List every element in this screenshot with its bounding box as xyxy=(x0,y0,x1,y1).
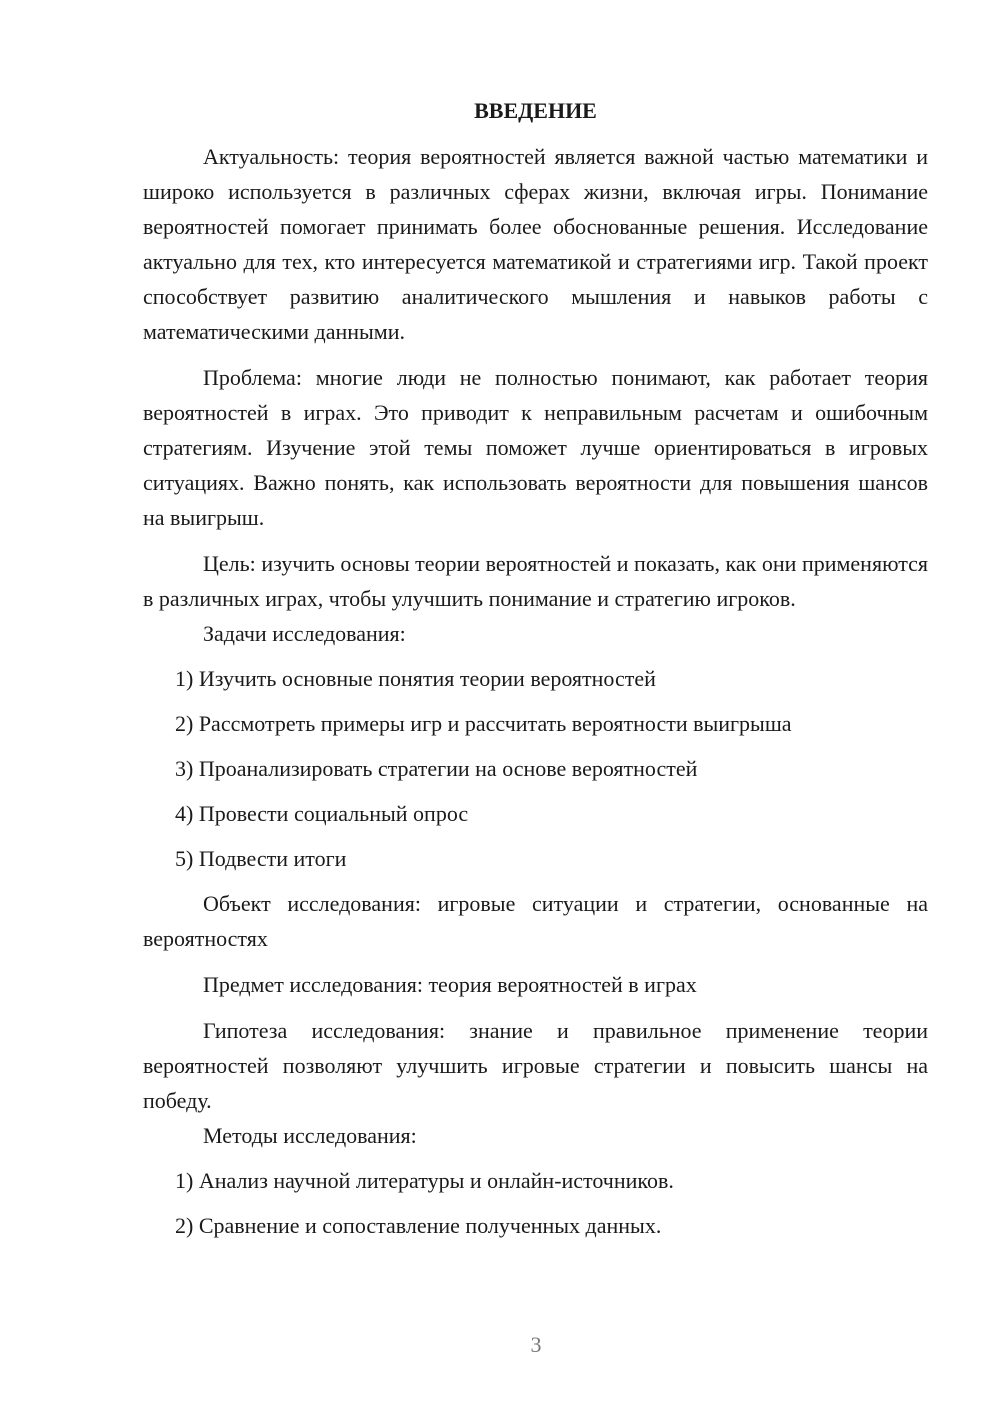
paragraph-subject: Предмет исследования: теория вероятностей в играх xyxy=(203,972,697,997)
list-item: 4) Провести социальный опрос xyxy=(175,801,469,826)
list-item: 2) Рассмотреть примеры игр и рассчитать вероятности выигрыша xyxy=(175,711,792,736)
paragraph-object: Объект исследования: игровые ситуации и стратегии, основанные на вероятностях xyxy=(143,891,928,951)
page-content xyxy=(143,96,928,1243)
tasks-list xyxy=(143,661,928,876)
paragraph-problem: Проблема: многие люди не полностью понимают, как работает теория вероятностей в играх. Это приводит к неправильным расчетам и ошибочным стратегиям. Изучение этой темы поможет лучше ориентироваться в игровых ситуациях. Важно понять, как использовать вероятности для повышения шансов на выигрыш. xyxy=(143,365,928,530)
page-title: ВВЕДЕНИЕ xyxy=(474,98,597,123)
list-item: 1) Анализ научной литературы и онлайн-источников. xyxy=(175,1168,674,1193)
paragraph-hypothesis: Гипотеза исследования: знание и правильное применение теории вероятностей позволяют улучшить игровые стратегии и повысить шансы на победу. xyxy=(143,1018,928,1113)
list-item: 1) Изучить основные понятия теории вероятностей xyxy=(175,666,656,691)
methods-list xyxy=(143,1163,928,1243)
paragraph-relevance: Актуальность: теория вероятностей является важной частью математики и широко используется в различных сферах жизни, включая игры. Понимание вероятностей помогает принимать более обоснованные решения. Исследование актуально для тех, кто интересуется математикой и стратегиями игр. Такой проект способствует развитию аналитического мышления и навыков работы с математическими данными. xyxy=(143,144,928,344)
page-number: 3 xyxy=(530,1332,542,1357)
list-item: 5) Подвести итоги xyxy=(175,846,347,871)
list-item: 3) Проанализировать стратегии на основе вероятностей xyxy=(175,756,698,781)
tasks-label: Задачи исследования: xyxy=(203,621,406,646)
methods-label: Методы исследования: xyxy=(203,1123,417,1148)
list-item: 2) Сравнение и сопоставление полученных данных. xyxy=(175,1213,662,1238)
paragraph-goal: Цель: изучить основы теории вероятностей и показать, как они применяются в различных играх, чтобы улучшить понимание и стратегию игроков. xyxy=(143,551,928,611)
